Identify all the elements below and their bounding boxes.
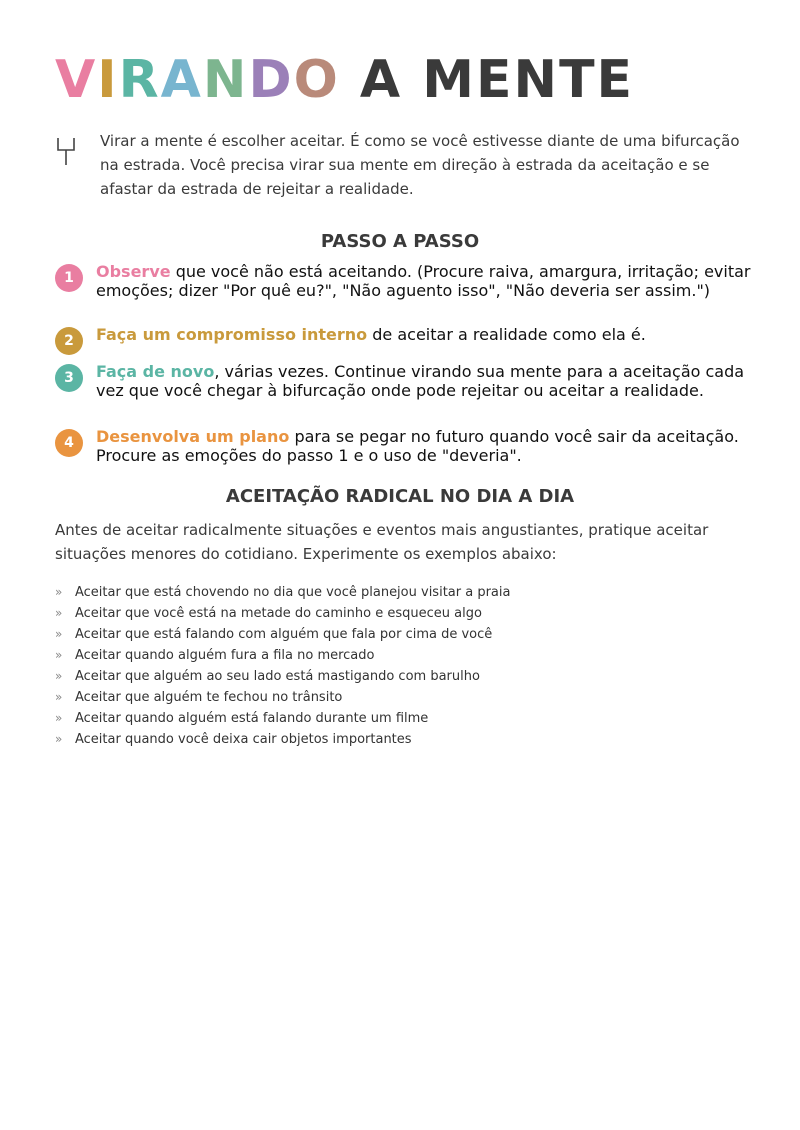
page-title	[55, 50, 634, 110]
example-item	[55, 624, 510, 645]
example-text: Aceitar que alguém te fechou no trânsito	[75, 690, 343, 705]
fork-road-icon	[56, 136, 76, 166]
example-text: Aceitar quando alguém está falando durante um filme	[75, 711, 429, 726]
example-text: Aceitar que está falando com alguém que fala por cima de você	[75, 627, 493, 642]
title-letter: D	[248, 50, 294, 110]
step-number-badge: 2	[55, 327, 83, 355]
step-number-badge: 4	[55, 429, 83, 457]
bullet-icon: »	[55, 585, 63, 599]
example-text: Aceitar que está chovendo no dia que você planejou visitar a praia	[75, 585, 511, 600]
step-text	[96, 262, 756, 300]
title-letter: A	[160, 50, 203, 110]
step-description: que você não está aceitando. (Procure raiva, amargura, irritação; evitar emoções; dizer "Por quê eu?", "Não aguento isso", "Não deveria ser assim.")	[96, 262, 751, 300]
steps-heading: PASSO A PASSO	[320, 231, 480, 252]
bullet-icon: »	[55, 627, 63, 641]
example-text: Aceitar quando alguém fura a fila no mercado	[75, 648, 375, 663]
example-text: Aceitar que alguém ao seu lado está mastigando com barulho	[75, 669, 480, 684]
bullet-icon: »	[55, 669, 63, 683]
title-letter: V	[55, 50, 98, 110]
title-letter: R	[118, 50, 161, 110]
bullet-icon: »	[55, 690, 63, 704]
step-number-badge: 1	[55, 264, 83, 292]
step-text	[96, 325, 756, 344]
bullet-icon: »	[55, 711, 63, 725]
example-text: Aceitar quando você deixa cair objetos importantes	[75, 732, 412, 747]
step-keyword: Faça um compromisso interno	[96, 325, 368, 344]
step-text	[96, 362, 756, 400]
title-rest: A MENTE	[339, 50, 635, 110]
example-text: Aceitar que você está na metade do caminho e esqueceu algo	[75, 606, 482, 621]
step-keyword: Faça de novo	[96, 362, 215, 381]
title-letter: N	[202, 50, 249, 110]
bullet-icon: »	[55, 648, 63, 662]
step-description: de aceitar a realidade como ela é.	[367, 325, 646, 344]
step-keyword: Observe	[96, 262, 171, 281]
example-item	[55, 687, 510, 708]
step-number-badge: 3	[55, 364, 83, 392]
title-letter: I	[97, 50, 119, 110]
section2-heading: ACEITAÇÃO RADICAL NO DIA A DIA	[225, 486, 575, 507]
intro-text: Virar a mente é escolher aceitar. É como se você estivesse diante de uma bifurcação na estrada. Você precisa virar sua mente em direção à estrada da aceitação e se afastar da estrada de rejeitar a realidade.	[100, 132, 740, 198]
example-item	[55, 729, 510, 750]
title-colored-word	[55, 50, 340, 110]
example-item	[55, 666, 510, 687]
bullet-icon: »	[55, 732, 63, 746]
bullet-icon: »	[55, 606, 63, 620]
section2-text: Antes de aceitar radicalmente situações e eventos mais angustiantes, pratique aceitar situações menores do cotidiano. Experimente os exemplos abaixo:	[55, 521, 709, 563]
step-text	[96, 427, 756, 465]
step-description: para se pegar no futuro quando você sair da aceitação. Procure as emoções do passo 1 e o uso de "deveria".	[96, 427, 739, 465]
example-item	[55, 582, 510, 603]
title-letter: O	[293, 50, 340, 110]
example-item	[55, 645, 510, 666]
example-item	[55, 603, 510, 624]
step-keyword: Desenvolva um plano	[96, 427, 290, 446]
example-item	[55, 708, 510, 729]
step-description: , várias vezes. Continue virando sua mente para a aceitação cada vez que você chegar à bifurcação onde pode rejeitar ou aceitar a realidade.	[96, 362, 745, 400]
examples-list	[55, 582, 510, 750]
